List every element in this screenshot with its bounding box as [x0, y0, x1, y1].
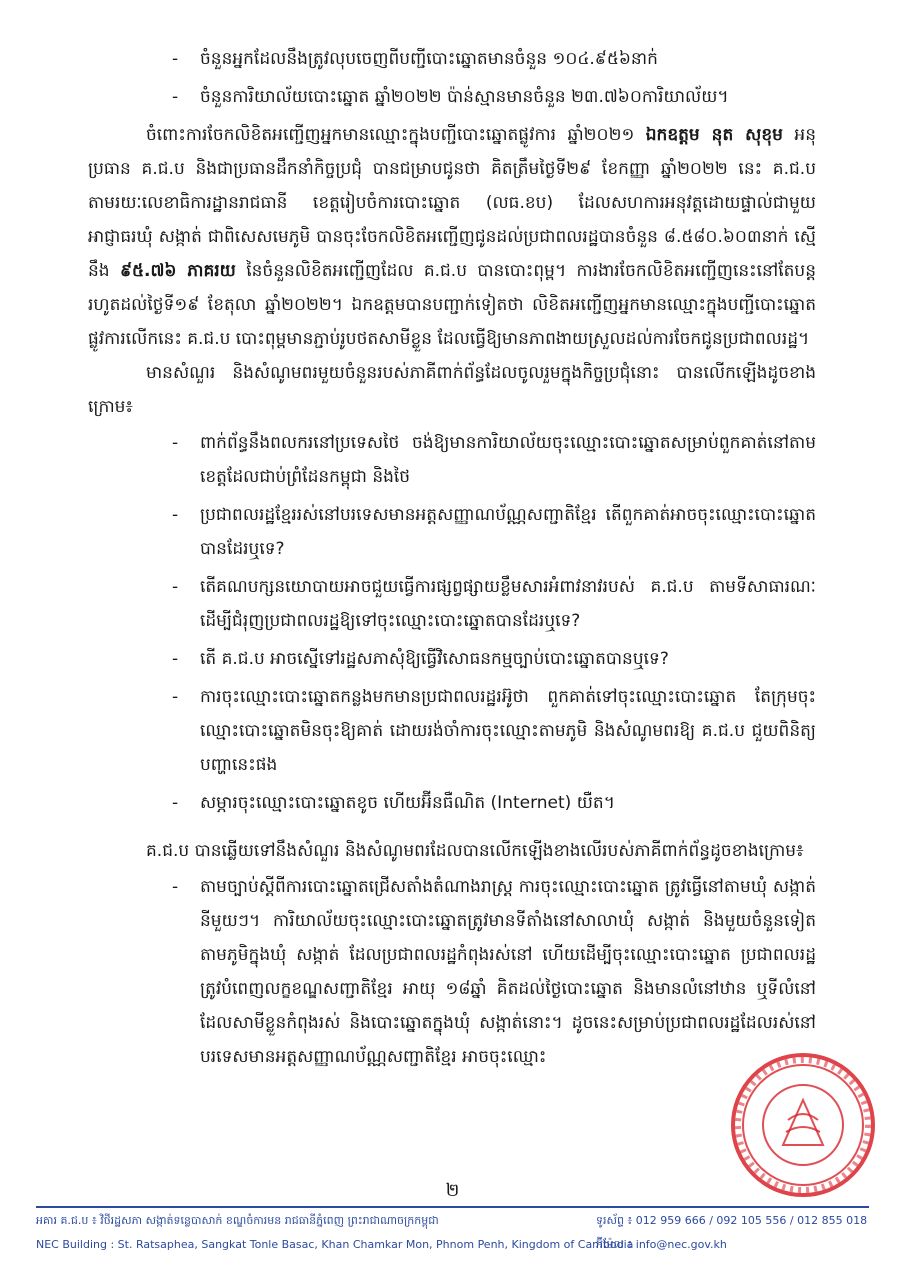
list-item: - ប្រជាពលរដ្ឋខ្មែររស់នៅបរទេសមានអត្តសញ្ញាណប័ណ្ណសញ្ជាតិខ្មែរ តើពួកគាត់អាចចុះឈ្មោះបោះឆ្នោតបានដែរឬទេ?	[172, 505, 816, 559]
list-item: - សម្ភារចុះឈ្មោះបោះឆ្នោតខូច ហើយអ៊ីនធឺណិត (Internet) យឺត។	[172, 793, 615, 813]
questions-list	[88, 426, 816, 820]
list-item: - ចំនួនការិយាល័យបោះឆ្នោត ឆ្នាំ២០២២ ប៉ាន់ស្មានមានចំនួន ២៣.៧៦០ការិយាល័យ។	[172, 87, 729, 107]
document-body	[88, 40, 816, 1078]
paragraph-questions-intro: មានសំណួរ និងសំណូមពរមួយចំនួនរបស់ភាគីពាក់ព័ន្ធដែលចូលរួមក្នុងកិច្ចប្រជុំនោះ បានលើកឡើងដូចខាងក្រោម៖	[88, 363, 816, 417]
paragraph-answers-intro: គ.ជ.ប បានឆ្លើយទៅនឹងសំណួរ និងសំណូមពរដែលបានលើកឡើងខាងលើរបស់ភាគីពាក់ព័ន្ធដូចខាងក្រោម៖	[146, 841, 804, 861]
top-bullet-list	[88, 42, 816, 114]
paragraph-invitation-distribution: ចំពោះការចែកលិខិតអញ្ជើញអ្នកមានឈ្មោះក្នុងបញ្ជីបោះឆ្នោតផ្លូវការ ឆ្នាំ២០២១ ឯកឧត្តម នុត សុខុម អនុប្រធាន គ.ជ.ប និងជាប្រធានដឹកនាំកិច្ចប្រជុំ បានជម្រាបជូនថា គិតត្រឹមថ្ងៃទី២៩ ខែកញ្ញា ឆ្នាំ២០២២ នេះ គ.ជ.ប តាមរយៈលេខាធិការដ្ឋានរាជធានី ខេត្តរៀបចំការបោះឆ្នោត (លធ.ខប) ដែលសហការអនុវត្តដោយផ្ទាល់ជាមួយអាជ្ញាធរឃុំ សង្កាត់ ជាពិសេសមេភូមិ បានចុះចែកលិខិតអញ្ជើញជូនដល់ប្រជាពលរដ្ឋបានចំនួន ៨.៥៨០.៦០៣នាក់ ស្មើនឹង ៩៥.៧៦ ភាគរយ នៃចំនួនលិខិតអញ្ជើញដែល គ.ជ.ប បានបោះពុម្ព។ ការងារចែកលិខិតអញ្ជើញនេះនៅតែបន្តរហូតដល់ថ្ងៃទី១៩ ខែតុលា ឆ្នាំ២០២២។ ឯកឧត្តមបានបញ្ជាក់ទៀតថា លិខិតអញ្ជើញអ្នកមានឈ្មោះក្នុងបញ្ជីបោះឆ្នោតផ្លូវការលើកនេះ គ.ជ.ប បោះពុម្ពមានភ្ជាប់រូបថតសាមីខ្លួន ដែលធ្វើឱ្យមានភាពងាយស្រួលដល់ការចែកជូនប្រជាពលរដ្ឋ។	[88, 125, 816, 349]
footer-address-english: NEC Building : St. Ratsaphea, Sangkat Tonle Basac, Khan Chamkar Mon, Phnom Penh, Kingdom of Cambodia	[36, 1238, 634, 1251]
page-number: ២	[445, 1180, 460, 1201]
answers-list	[88, 870, 816, 1074]
percentage-value: ៩៥.៧៦ ភាគរយ	[119, 261, 236, 281]
list-item: - ពាក់ព័ន្ធនឹងពលករនៅប្រទេសថៃ ចង់ឱ្យមានការិយាល័យចុះឈ្មោះបោះឆ្នោតសម្រាប់ពួកគាត់នៅតាមខេត្តដែលជាប់ព្រំដែនកម្ពុជា និងថៃ	[172, 433, 816, 487]
footer-address-khmer: អគារ គ.ជ.ប ៖ វិថីរដ្ឋសភា សង្កាត់ទន្លេបាសាក់ ខណ្ឌចំការមន រាជធានីភ្នំពេញ ព្រះរាជាណាចក្រកម្ពុជា	[36, 1214, 439, 1227]
list-item: - ចំនួនអ្នកដែលនឹងត្រូវលុបចេញពីបញ្ជីបោះឆ្នោតមានចំនួន ១០៤.៩៥៦នាក់	[172, 49, 658, 69]
footer-phone: ទូរស័ព្ទ ៖ 012 959 666 / 092 105 556 / 012 855 018	[596, 1214, 868, 1227]
list-item: - ការចុះឈ្មោះបោះឆ្នោតកន្លងមកមានប្រជាពលរដ្ឋរអ៊ូថា ពួកគាត់ទៅចុះឈ្មោះបោះឆ្នោត តែក្រុមចុះឈ្មោះបោះឆ្នោតមិនចុះឱ្យគាត់ ដោយរង់ចាំការចុះឈ្មោះតាមភូមិ និងសំណូមពរឱ្យ គ.ជ.ប ជួយពិនិត្យបញ្ហានេះផង	[172, 687, 816, 775]
footer-email: អ៊ីម៉ែល ៖ info@nec.gov.kh	[596, 1238, 727, 1251]
list-item: - តាមច្បាប់ស្តីពីការបោះឆ្នោតជ្រើសតាំងតំណាងរាស្ត្រ ការចុះឈ្មោះបោះឆ្នោត ត្រូវធ្វើនៅតាមឃុំ សង្កាត់នីមួយៗ។ ការិយាល័យចុះឈ្មោះបោះឆ្នោតត្រូវមានទីតាំងនៅសាលាឃុំ សង្កាត់ និងមួយចំនួនទៀតតាមភូមិក្នុងឃុំ សង្កាត់ ដែលប្រជាពលរដ្ឋកំពុងរស់នៅ ហើយដើម្បីចុះឈ្មោះបោះឆ្នោត ប្រជាពលរដ្ឋត្រូវបំពេញលក្ខខណ្ឌសញ្ជាតិខ្មែរ អាយុ ១៨ឆ្នាំ គិតដល់ថ្ងៃបោះឆ្នោត និងមានលំនៅឋាន ឬទីលំនៅដែលសាមីខ្លួនកំពុងរស់ និងបោះឆ្នោតក្នុងឃុំ សង្កាត់នោះ។ ដូចនេះសម្រាប់ប្រជាពលរដ្ឋដែលរស់នៅបរទេសមានអត្តសញ្ញាណប័ណ្ណសញ្ជាតិខ្មែរ អាចចុះឈ្មោះ	[172, 877, 816, 1067]
list-item: - តើ គ.ជ.ប អាចស្នើទៅរដ្ឋសភាសុំឱ្យធ្វើវិសោធនកម្មច្បាប់បោះឆ្នោតបានឬទេ?	[172, 649, 669, 669]
list-item: - តើគណបក្សនយោបាយអាចជួយធ្វើការផ្សព្វផ្សាយខ្លឹមសារអំពាវនាវរបស់ គ.ជ.ប តាមទីសាធារណៈ ដើម្បីជំរុញប្រជាពលរដ្ឋឱ្យទៅចុះឈ្មោះបោះឆ្នោតបានដែរឬទេ?	[172, 577, 816, 631]
footer-divider	[36, 1206, 869, 1208]
official-name: ឯកឧត្តម នុត សុខុម	[645, 125, 783, 145]
